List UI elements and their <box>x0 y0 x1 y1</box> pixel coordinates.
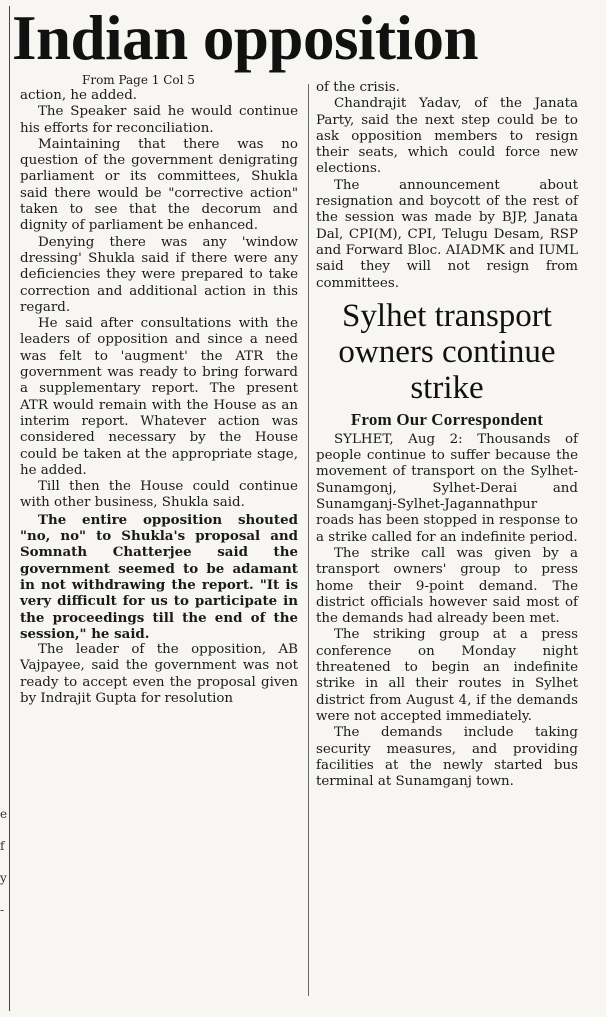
margin-fragment: f <box>0 839 5 853</box>
paragraph: The leader of the opposition, AB Vajpayee, said the government was not ready to accept even the proposal given by Indrajit Gupta for resolution <box>20 642 298 706</box>
headline: Indian opposition <box>12 3 478 73</box>
byline: From Our Correspondent <box>350 409 544 429</box>
left-column <box>20 72 298 707</box>
paragraph: The strike call was given by a transport owners' group to press home their 9-point demand. The district officials however said most of the demands had already been met. <box>316 545 578 627</box>
paragraph: The demands include taking security measures, and providing facilities at the newly started bus terminal at Sunamganj town. <box>316 725 578 790</box>
paragraph: Till then the House could continue with other business, Shukla said. <box>20 479 298 511</box>
paragraph: Chandrajit Yadav, of the Janata Party, said the next step could be to ask opposition members to resign their seats, which could force new elections. <box>316 96 578 177</box>
right-column <box>316 80 578 790</box>
paragraph: The Speaker said he would continue his efforts for reconciliation. <box>20 104 298 136</box>
paragraph: The announcement about resignation and boycott of the rest of the session was made by BJP, Janata Dal, CPI(M), CPI, Telugu Desam, RSP and Forward Bloc. AIADMK and IUML said they will not resign from committees. <box>316 177 578 291</box>
paragraph: of the crisis. <box>316 80 400 95</box>
paragraph: The striking group at a press conference on Monday night threatened to begin an indefinite strike in all their routes in Sylhet district from August 4, if the demands were not accepted immediately. <box>316 627 578 724</box>
paragraph: SYLHET, Aug 2: Thousands of people continue to suffer because the movement of transport on the Sylhet-Sunamgonj, Sylhet-Derai and Sunamganj-Sylhet-Jagannathpur roads has been stopped in response to a strike called for an indefinite period. <box>316 431 578 545</box>
jump-line: From Page 1 Col 5 <box>82 73 195 87</box>
bold-paragraph: The entire opposition shouted "no, no" to Shukla's proposal and Somnath Chatterjee said the government seemed to be adamant in not withdrawing the report. "It is very difficult for us to participate in the proceedings till the end of the session," he said. <box>20 511 298 642</box>
column-divider-rule <box>308 84 309 996</box>
paragraph: Maintaining that there was no question of the government denigrating parliament or its committees, Shukla said there would be "corrective action" taken to see that the decorum and dignity of parliament be enhanced. <box>20 136 298 234</box>
margin-fragment: y <box>0 871 7 885</box>
paragraph: action, he added. <box>20 88 138 103</box>
left-column-rule <box>9 6 10 1011</box>
margin-fragment: e <box>0 807 8 821</box>
paragraph: Denying there was any 'window dressing' Shukla said if there were any deficiencies they were prepared to take correction and additional action in this regard. <box>20 234 298 315</box>
paragraph: He said after consultations with the leaders of opposition and since a need was felt to 'augment' the ATR the government was ready to bring forward a supplementary report. The present ATR would remain with the House as an interim report. Whatever action was considered necessary by the House could be taken at the appropriate stage, he added. <box>20 316 298 478</box>
margin-fragment: - <box>0 903 5 917</box>
second-story-headline: Sylhet transport owners continue strike <box>338 297 556 406</box>
adjacent-column-fragments <box>0 798 8 926</box>
